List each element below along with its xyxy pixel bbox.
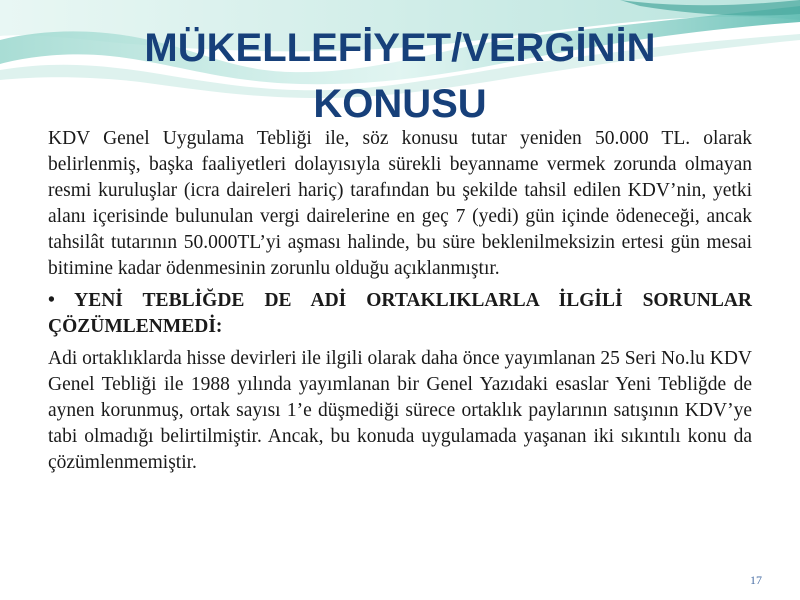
section-heading: • YENİ TEBLİĞDE DE ADİ ORTAKLIKLARLA İLGİLİ SORUNLAR ÇÖZÜMLENMEDİ:: [48, 290, 752, 337]
page-number: 17: [750, 573, 762, 587]
slide-title-line2: KONUSU: [313, 82, 487, 126]
body-paragraph-1: KDV Genel Uygulama Tebliği ile, söz konusu tutar yeniden 50.000 TL. olarak belirlenmiş, başka faaliyetleri dolayısıyla sürekli beyanname vermek zorunda olmayan resmi kuruluşlar (icra daireleri hariç) tarafından bu şekilde tahsil edilen KDV’nin, yetki alanı içerisinde bulunulan vergi dairelerine en geç 7 (yedi) gün içinde ödeneceği, ancak tahsilât tutarının 50.000TL’yi aşması halinde, bu süre beklenilmeksizin ertesi gün mesai bitimine kadar ödenmesinin zorunlu olduğu açıklanmıştır.: [48, 128, 752, 279]
slide-content: [48, 126, 752, 482]
slide-title: [0, 20, 800, 132]
slide-title-line1: MÜKELLEFİYET/VERGİNİN: [144, 26, 656, 70]
body-paragraph-2: Adi ortaklıklarda hisse devirleri ile ilgili olarak daha önce yayımlanan 25 Seri No.lu KDV Genel Tebliği ile 1988 yılında yayımlanan bir Genel Yazıdaki esaslar Yeni Tebliğde de aynen korunmuş, ortak sayısı 1’e düşmediği sürece ortaklık paylarının satışının KDV’ye tabi olmadığı belirtilmiştir. Ancak, bu konuda uygulamada yaşanan iki sıkıntılı konu da çözümlenmemiştir.: [48, 348, 752, 473]
